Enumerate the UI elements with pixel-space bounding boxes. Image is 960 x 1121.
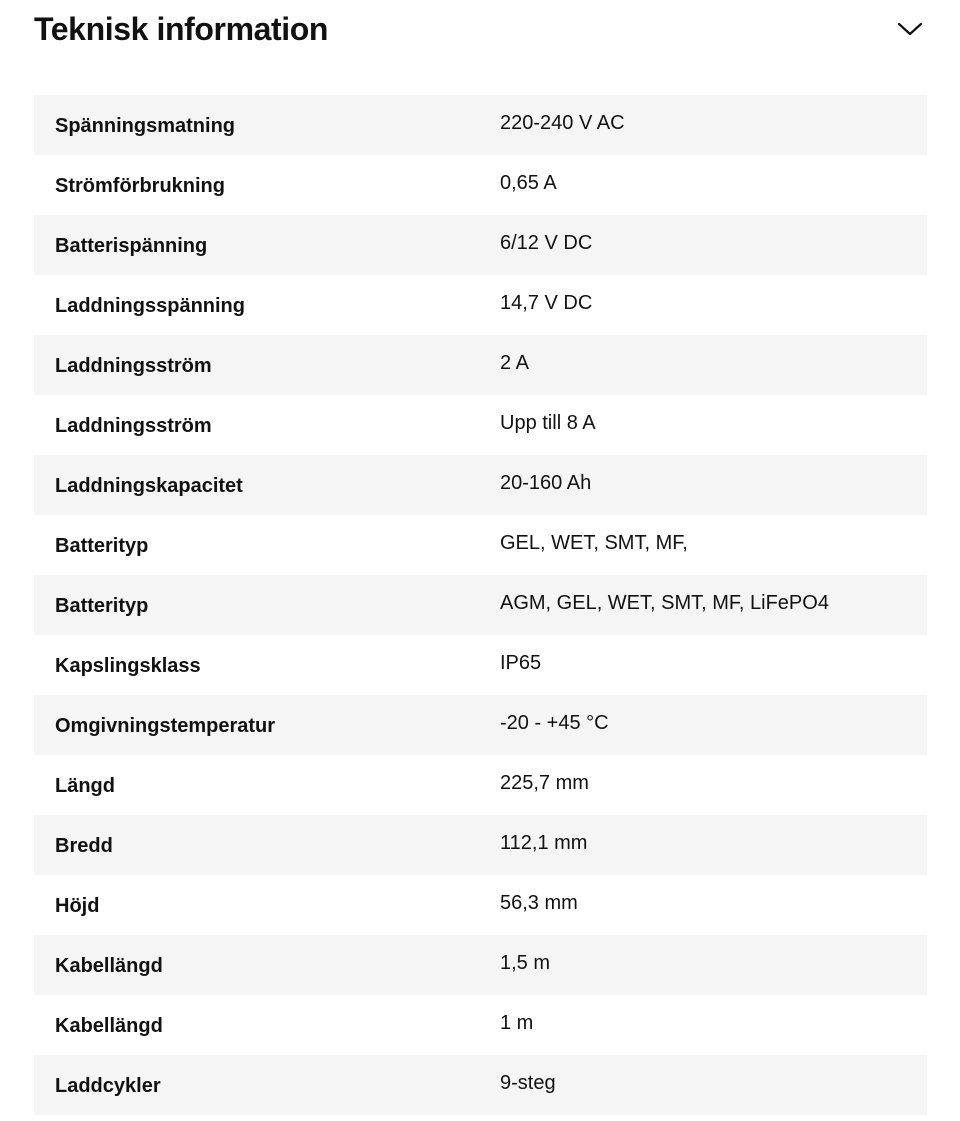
spec-label: Bredd [55,835,113,857]
spec-row [34,1055,927,1115]
section-header-toggle[interactable] [34,0,926,58]
spec-label: Batterispänning [55,235,208,257]
spec-label: Strömförbrukning [55,175,225,197]
spec-value: 9-steg [500,1072,556,1094]
spec-label: Kapslingsklass [55,655,201,677]
spec-row [34,935,927,995]
spec-label: Laddningsström [55,355,212,377]
spec-value: -20 - +45 °C [500,712,609,734]
spec-value: 20-160 Ah [500,472,592,494]
section-title: Teknisk information [34,11,329,47]
spec-row [34,215,927,275]
spec-value: Upp till 8 A [500,412,596,434]
spec-value: 220-240 V AC [500,112,625,134]
spec-label: Laddningsspänning [55,295,245,317]
spec-row [34,275,927,335]
spec-row [34,875,927,935]
spec-label: Batterityp [55,535,149,557]
spec-label: Höjd [55,895,100,917]
spec-label: Kabellängd [55,1015,163,1037]
spec-row [34,395,927,455]
spec-row [34,455,927,515]
spec-row [34,635,927,695]
spec-value: 1,5 m [500,952,551,974]
spec-label: Spänningsmatning [55,115,235,137]
spec-value: 0,65 A [500,172,557,194]
spec-label: Laddningsström [55,415,212,437]
spec-value: 1 m [500,1012,534,1034]
spec-value: GEL, WET, SMT, MF, [500,532,688,554]
spec-row [34,815,927,875]
spec-value: 225,7 mm [500,772,589,794]
spec-row [34,515,927,575]
spec-label: Batterityp [55,595,149,617]
spec-label: Längd [55,775,115,797]
spec-row [34,155,927,215]
spec-label: Omgivningstemperatur [55,715,276,737]
spec-label: Laddcykler [55,1075,161,1097]
spec-value: 2 A [500,352,529,374]
spec-row [34,95,927,155]
spec-row [34,335,927,395]
spec-value: 6/12 V DC [500,232,593,254]
spec-value: 112,1 mm [500,832,588,854]
spec-row [34,695,927,755]
spec-value: 56,3 mm [500,892,578,914]
spec-row [34,995,927,1055]
spec-row [34,575,927,635]
spec-label: Laddningskapacitet [55,475,243,497]
chevron-down-icon[interactable] [896,15,924,43]
spec-table [34,95,927,1115]
spec-row [34,755,927,815]
spec-value: 14,7 V DC [500,292,593,314]
spec-value: IP65 [500,652,542,674]
spec-label: Kabellängd [55,955,163,977]
spec-value: AGM, GEL, WET, SMT, MF, LiFePO4 [500,592,829,614]
